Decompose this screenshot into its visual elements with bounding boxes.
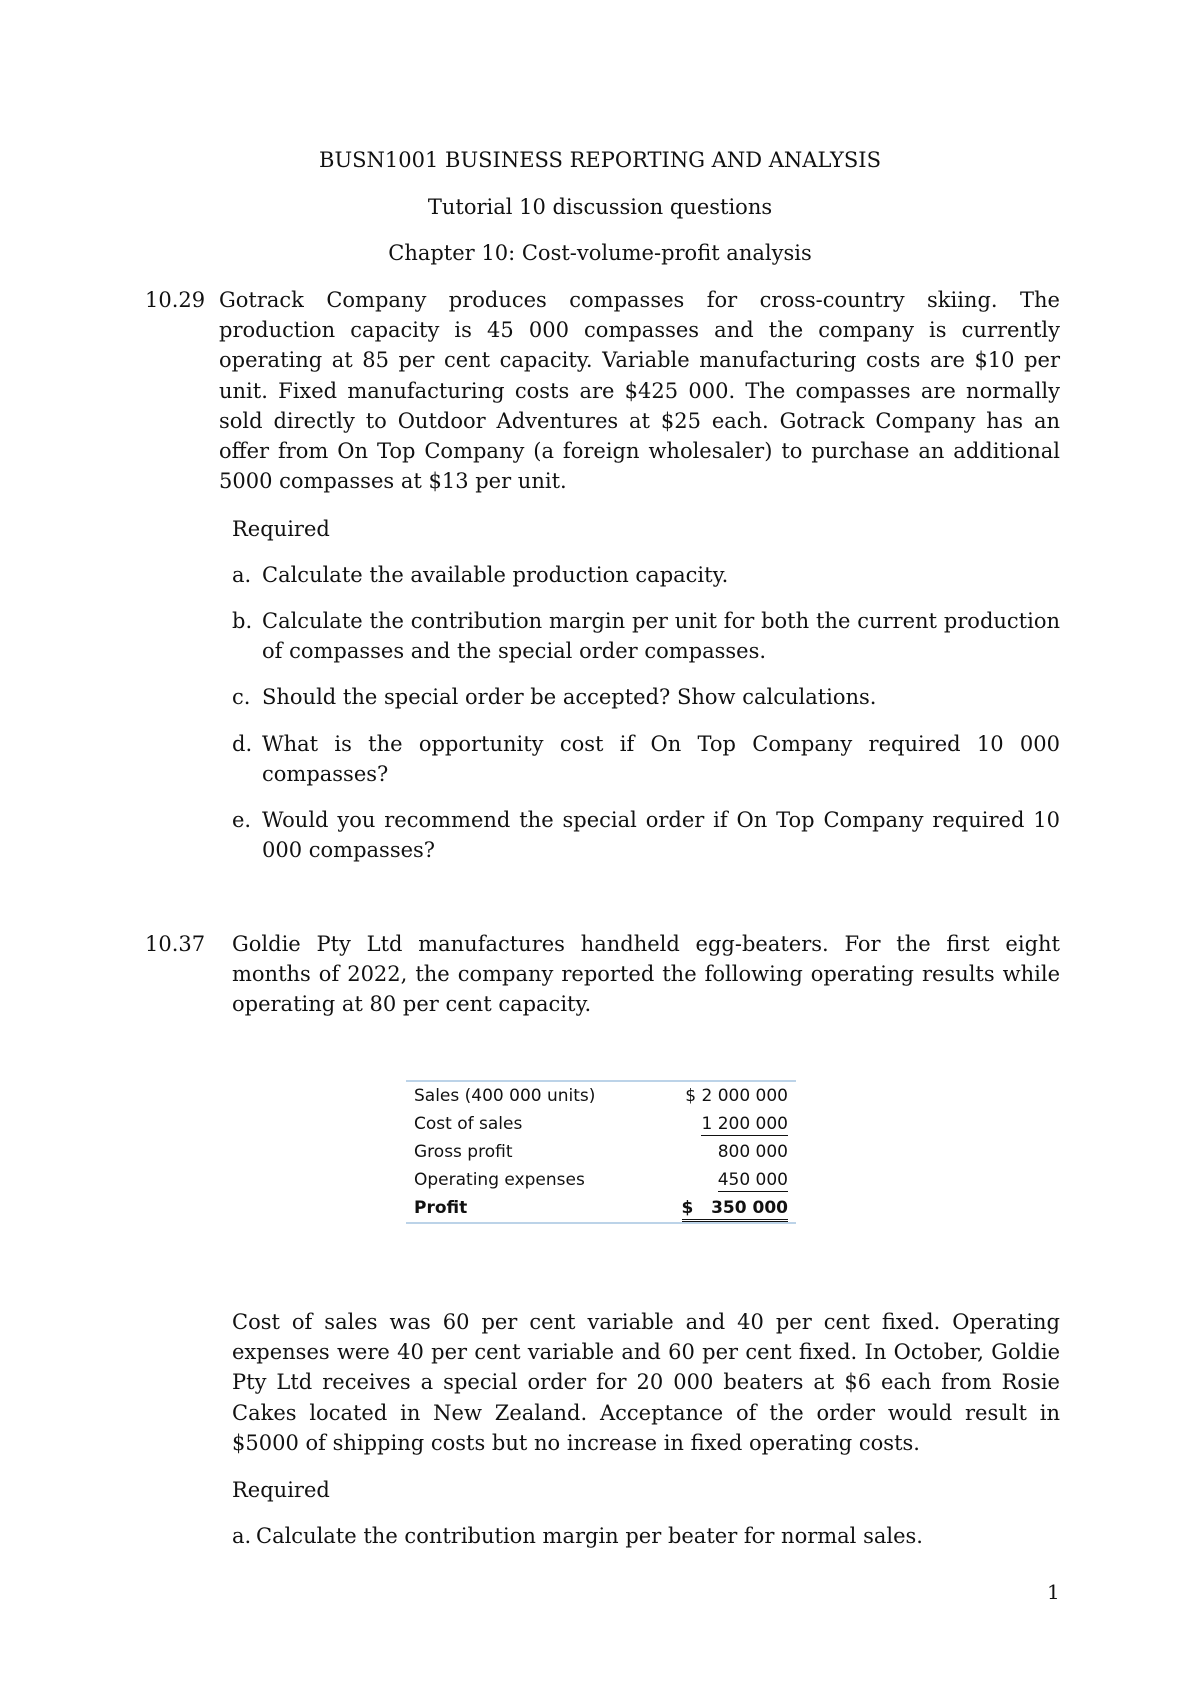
sub-text: Should the special order be accepted? Show calculations.: [262, 685, 877, 709]
sub-letter: b.: [232, 609, 253, 633]
row-label: Operating expenses: [414, 1170, 585, 1190]
question-10-29-text: Gotrack Company produces compasses for cross-country skiing. The production capacity is 45 000 compasses and the company is currently operating at 85 per cent capacity. Variable manufacturing costs are $10 per unit. Fixed manufacturing costs are $425 000. The compasses are normally sold directly to Outdoor Adventures at $25 each. Gotrack Company has an offer from On Top Company (a foreign wholesaler) to purchase an additional 5000 compasses at $13 per unit.: [219, 288, 1060, 494]
table-row: [406, 1081, 796, 1110]
row-amount-cell: [647, 1110, 796, 1138]
table-row-profit: [406, 1194, 796, 1223]
sub-text: Calculate the contribution margin per beater for normal sales.: [256, 1524, 923, 1548]
row-amount-cell: [647, 1194, 796, 1223]
row-label: Cost of sales: [414, 1114, 523, 1134]
table-row: [406, 1138, 796, 1166]
sub-text: Would you recommend the special order if On Top Company required 10 000 compasses?: [262, 808, 1060, 862]
course-title: BUSN1001 BUSINESS REPORTING AND ANALYSIS: [319, 148, 881, 172]
page-number: 1: [1047, 1580, 1060, 1604]
row-label: Profit: [414, 1198, 468, 1218]
operating-results-table: [406, 1080, 796, 1224]
row-amount: 1 200 000: [701, 1114, 788, 1134]
row-label: Sales (400 000 units): [414, 1086, 596, 1106]
table-row: [406, 1110, 796, 1138]
sub-text: What is the opportunity cost if On Top Company required 10 000 compasses?: [262, 732, 1060, 786]
required-label-10-29: Required: [232, 517, 330, 541]
question-10-37-followup: Cost of sales was 60 per cent variable and 40 per cent fixed. Operating expenses were 40 per cent variable and 60 per cent fixed. In October, Goldie Pty Ltd receives a special order for 20 000 beaters at $6 each from Rosie Cakes located in New Zealand. Acceptance of the order would result in $5000 of shipping costs but no increase in fixed operating costs.: [232, 1310, 1060, 1455]
row-amount: 800 000: [717, 1142, 788, 1162]
row-amount: 450 000: [717, 1170, 788, 1190]
row-amount: $ 350 000: [682, 1198, 788, 1222]
question-number-10-29: 10.29: [145, 288, 206, 312]
question-number-10-37: 10.37: [145, 932, 206, 956]
sub-letter: a.: [232, 563, 252, 587]
sub-letter: c.: [232, 685, 251, 709]
table-row: [406, 1166, 796, 1194]
row-amount: $ 2 000 000: [685, 1086, 788, 1106]
question-10-37-text: Goldie Pty Ltd manufactures handheld egg-beaters. For the first eight months of 2022, the company reported the following operating results while operating at 80 per cent capacity.: [232, 932, 1060, 1017]
sub-letter: d.: [232, 732, 253, 756]
sub-letter: a.: [232, 1524, 252, 1548]
sub-letter: e.: [232, 808, 252, 832]
sub-text: Calculate the contribution margin per unit for both the current production of compasses and the special order compasses.: [262, 609, 1060, 663]
chapter-title: Chapter 10: Cost-volume-profit analysis: [388, 241, 812, 265]
required-label-10-37: Required: [232, 1478, 330, 1502]
sub-text: Calculate the available production capacity.: [262, 563, 729, 587]
row-amount-cell: [647, 1166, 796, 1194]
tutorial-title: Tutorial 10 discussion questions: [427, 195, 773, 219]
row-label: Gross profit: [414, 1142, 513, 1162]
